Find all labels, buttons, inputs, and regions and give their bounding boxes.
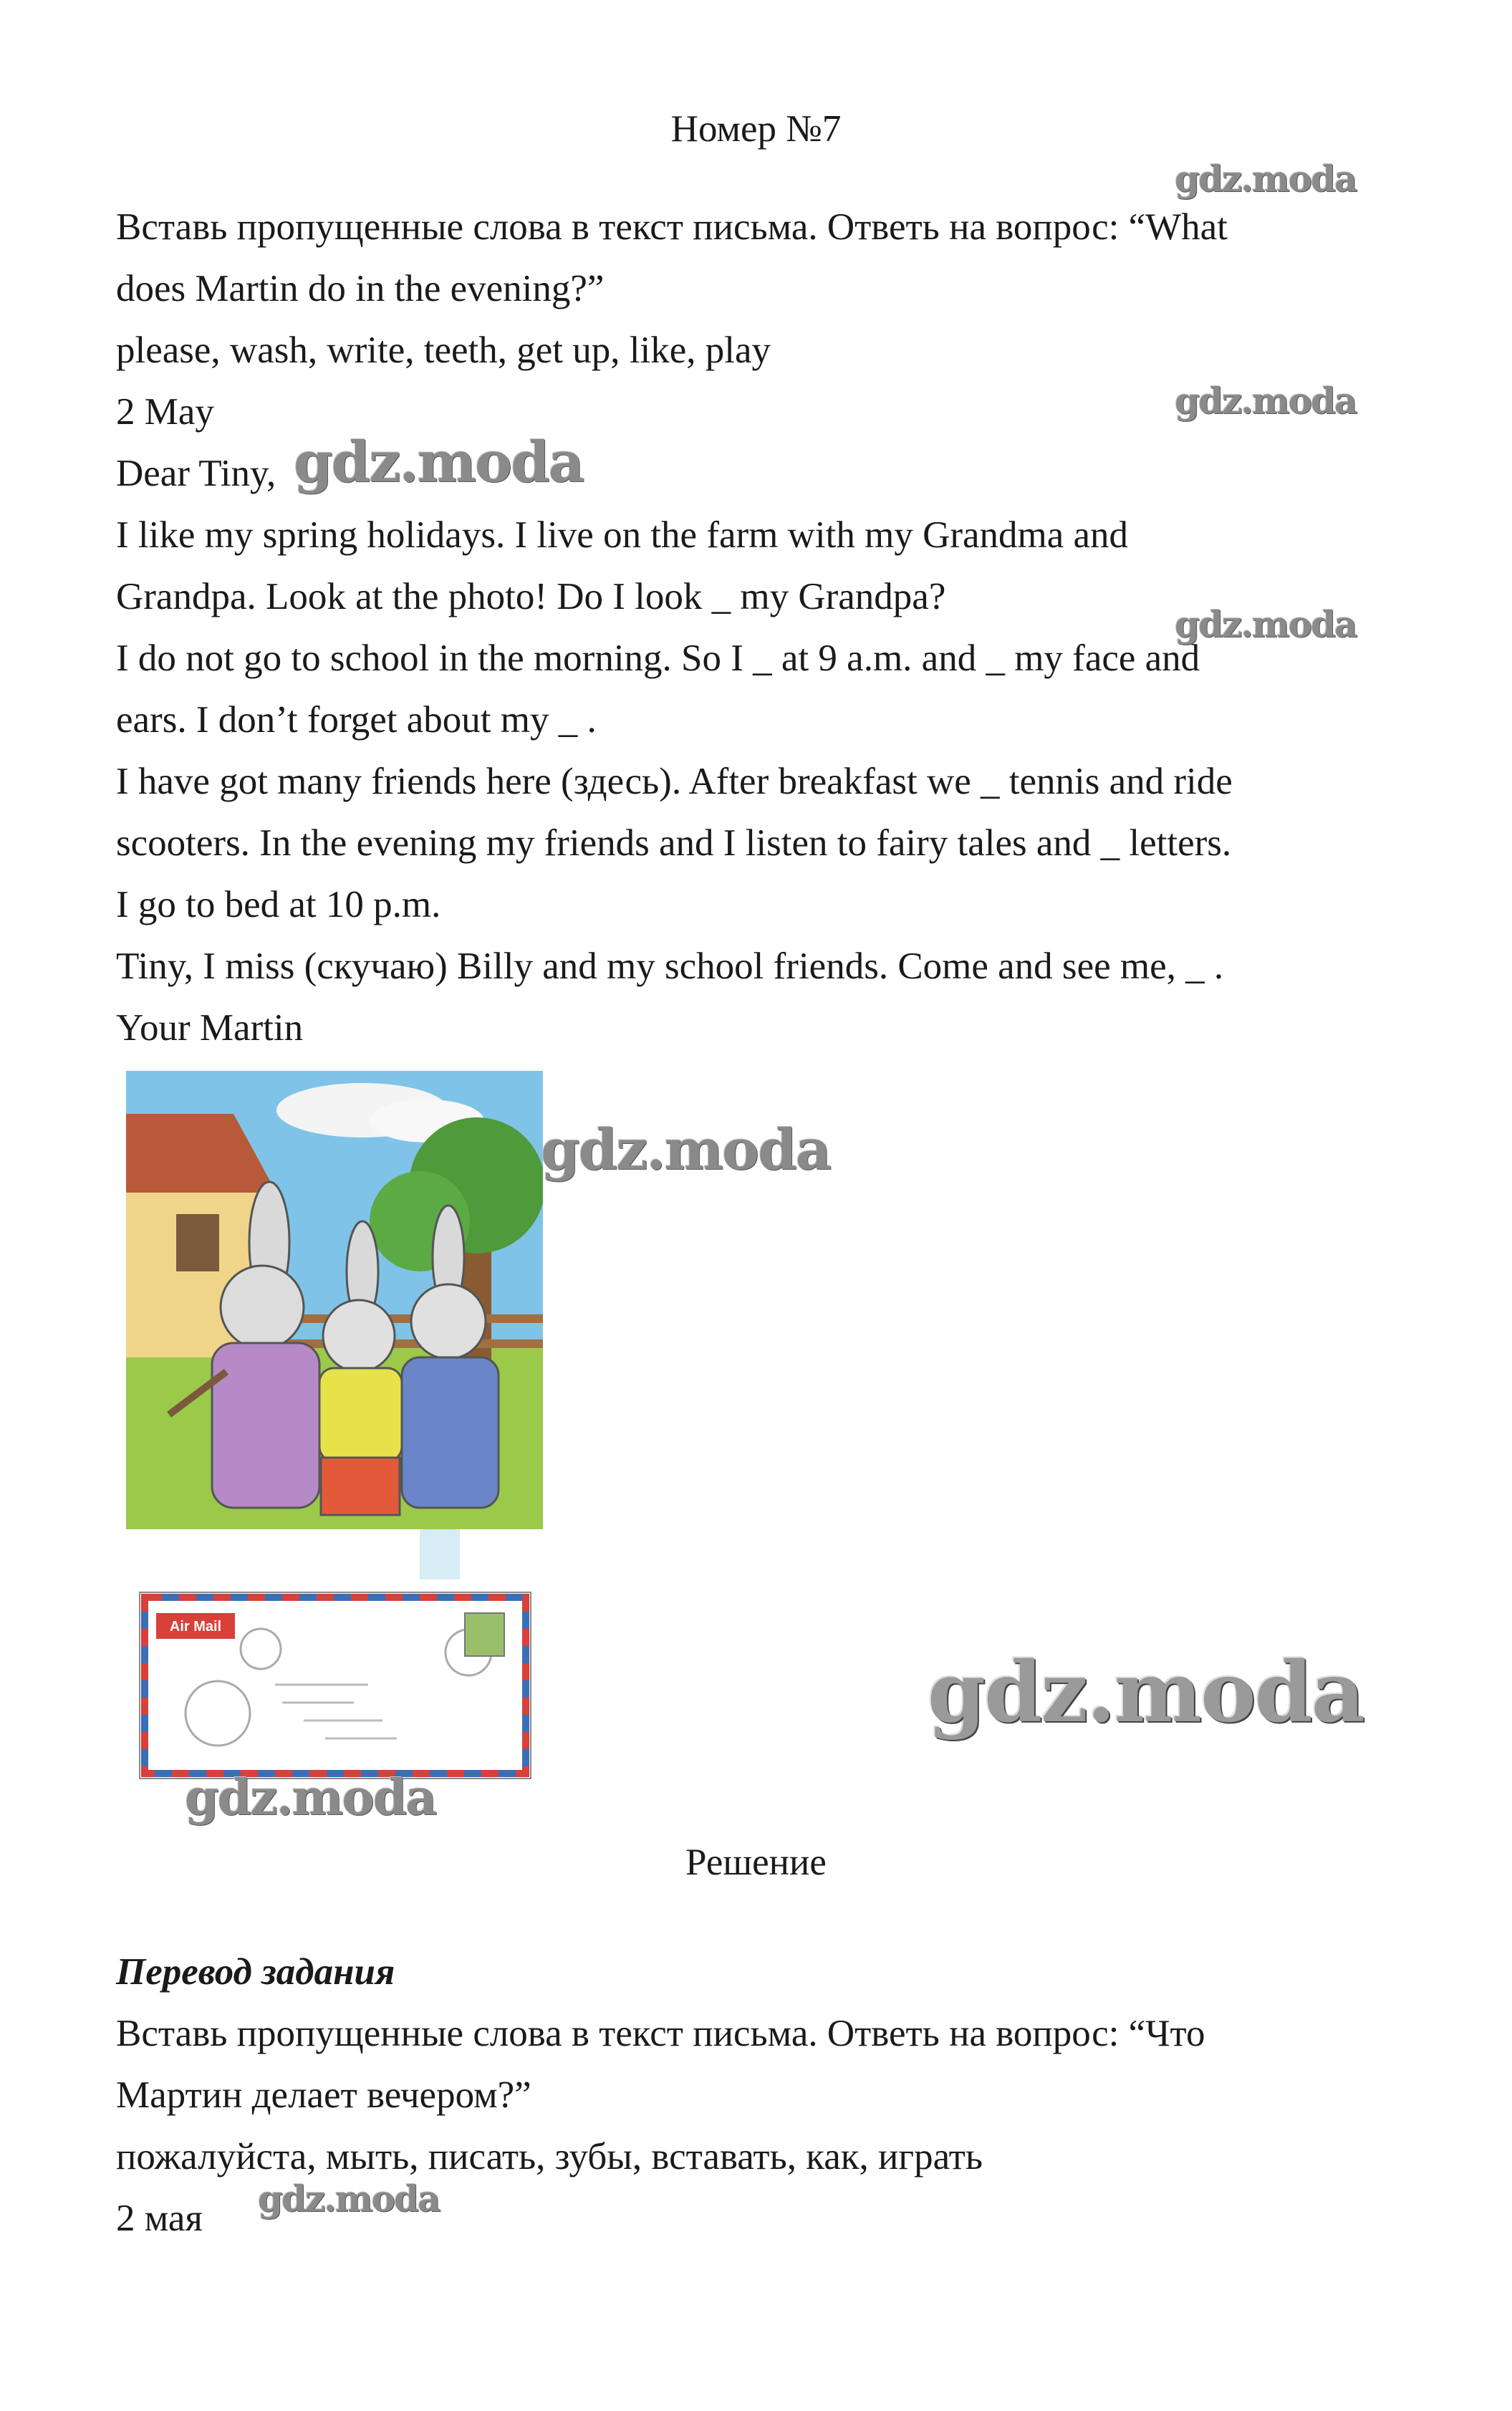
family-farm-illustration — [126, 1071, 543, 1529]
translation-line-2: Мартин делает вечером?” — [116, 2074, 531, 2116]
letter-line: ears. I don’t forget about my _ . — [116, 699, 597, 741]
letter-line: Tiny, I miss (скучаю) Billy and my school friends. Come and see me, _ . — [116, 945, 1224, 987]
grandpa-head — [221, 1266, 304, 1349]
watermark: gdz.moda — [258, 2177, 440, 2220]
letter-line: I have got many friends here (здесь). After breakfast we _ tennis and ride — [116, 761, 1233, 802]
translation-word-bank: пожалуйста, мыть, писать, зубы, вставать, как, играть — [116, 2136, 983, 2177]
page-title: Номер №7 — [670, 108, 842, 150]
airmail-envelope-illustration — [139, 1592, 531, 1779]
watermark: gdz.moda — [1175, 603, 1357, 645]
letter-line: I go to bed at 10 p.m. — [116, 884, 441, 925]
house-window — [176, 1214, 219, 1271]
martin-head — [323, 1300, 395, 1372]
letter-greeting: Dear Tiny, — [116, 453, 276, 494]
martin-shirt — [319, 1368, 402, 1461]
postage-stamp — [465, 1613, 504, 1656]
watermark: gdz.moda — [1175, 158, 1357, 200]
translation-line-1: Вставь пропущенные слова в текст письма. Ответь на вопрос: “Что — [116, 2013, 1205, 2054]
task-instruction-line-1: Вставь пропущенные слова в текст письма. Ответь на вопрос: “What — [116, 206, 1228, 248]
translation-date: 2 мая — [116, 2198, 203, 2239]
airmail-label-text: Air Mail — [169, 1619, 222, 1635]
martin-shorts — [321, 1458, 400, 1515]
translation-heading: Перевод задания — [116, 1951, 395, 1993]
letter-date: 2 May — [116, 391, 214, 433]
watermark: gdz.moda — [928, 1644, 1364, 1741]
grandma-head — [411, 1284, 486, 1359]
word-bank: please, wash, write, teeth, get up, like, play — [116, 329, 771, 371]
letter-line: scooters. In the evening my friends and I listen to fairy tales and _ letters. — [116, 822, 1232, 864]
letter-signature: Your Martin — [116, 1007, 304, 1049]
image-edge — [420, 1529, 460, 1579]
letter-line: I do not go to school in the morning. So I _ at 9 a.m. and _ my face and — [116, 637, 1200, 679]
grandma-dress — [402, 1357, 499, 1508]
watermark: gdz.moda — [1175, 380, 1357, 422]
task-instruction-line-2: does Martin do in the evening?” — [116, 268, 605, 309]
letter-line: I like my spring holidays. I live on the farm with my Grandma and — [116, 514, 1129, 556]
watermark: gdz.moda — [185, 1769, 436, 1827]
watermark: gdz.moda — [541, 1117, 831, 1183]
watermark: gdz.moda — [294, 430, 584, 495]
solution-heading: Решение — [685, 1842, 827, 1883]
letter-line: Grandpa. Look at the photo! Do I look _ my Grandpa? — [116, 576, 946, 617]
grandpa-body — [212, 1343, 319, 1508]
